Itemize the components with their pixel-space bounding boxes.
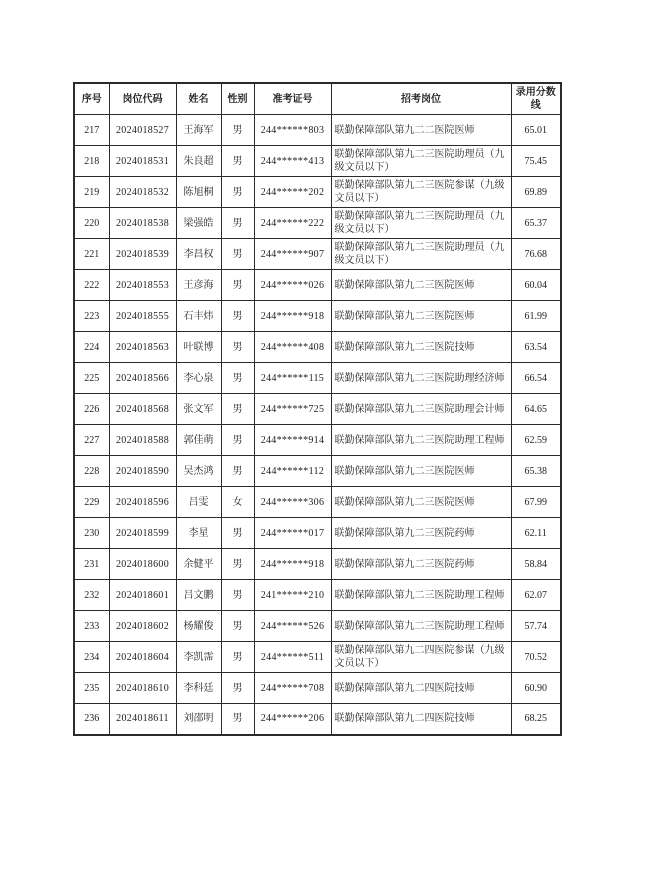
cell-index: 232	[74, 580, 109, 611]
cell-job-code: 2024018604	[109, 642, 176, 673]
cell-score: 58.84	[511, 549, 561, 580]
table-row	[74, 301, 561, 332]
header-cell-ticket-no: 准考证号	[254, 83, 331, 115]
header-cell-gender: 性别	[221, 83, 254, 115]
cell-score: 70.52	[511, 642, 561, 673]
cell-score: 65.38	[511, 456, 561, 487]
cell-ticket-no: 244******206	[254, 704, 331, 735]
cell-index: 220	[74, 208, 109, 239]
header-cell-name: 姓名	[176, 83, 221, 115]
cell-position: 联勤保障部队第九二三医院药师	[331, 549, 511, 580]
table-row	[74, 208, 561, 239]
cell-gender: 男	[221, 704, 254, 735]
cell-job-code: 2024018602	[109, 611, 176, 642]
cell-position: 联勤保障部队第九二二医院医师	[331, 115, 511, 146]
cell-job-code: 2024018590	[109, 456, 176, 487]
cell-index: 218	[74, 146, 109, 177]
cell-gender: 男	[221, 394, 254, 425]
cell-gender: 男	[221, 673, 254, 704]
cell-name: 叶联博	[176, 332, 221, 363]
cell-name: 杨耀俊	[176, 611, 221, 642]
cell-ticket-no: 244******803	[254, 115, 331, 146]
cell-gender: 男	[221, 146, 254, 177]
recruitment-score-table	[73, 82, 562, 736]
cell-job-code: 2024018539	[109, 239, 176, 270]
cell-job-code: 2024018566	[109, 363, 176, 394]
header-cell-index: 序号	[74, 83, 109, 115]
cell-gender: 男	[221, 177, 254, 208]
cell-position: 联勤保障部队第九二四医院技师	[331, 673, 511, 704]
cell-index: 234	[74, 642, 109, 673]
table-row	[74, 580, 561, 611]
cell-gender: 男	[221, 518, 254, 549]
cell-index: 221	[74, 239, 109, 270]
cell-position: 联勤保障部队第九二三医院助理员（九级文员以下）	[331, 208, 511, 239]
cell-score: 65.37	[511, 208, 561, 239]
table-row	[74, 456, 561, 487]
cell-position: 联勤保障部队第九二三医院助理员（九级文员以下）	[331, 239, 511, 270]
header-cell-job-code: 岗位代码	[109, 83, 176, 115]
table-row	[74, 549, 561, 580]
table-row	[74, 673, 561, 704]
cell-score: 57.74	[511, 611, 561, 642]
cell-job-code: 2024018555	[109, 301, 176, 332]
cell-name: 余健平	[176, 549, 221, 580]
cell-score: 75.45	[511, 146, 561, 177]
cell-ticket-no: 244******914	[254, 425, 331, 456]
cell-position: 联勤保障部队第九二三医院助理工程师	[331, 425, 511, 456]
cell-job-code: 2024018600	[109, 549, 176, 580]
table-row	[74, 146, 561, 177]
cell-name: 王彦海	[176, 270, 221, 301]
cell-score: 62.59	[511, 425, 561, 456]
cell-index: 235	[74, 673, 109, 704]
cell-name: 吕雯	[176, 487, 221, 518]
cell-position: 联勤保障部队第九二三医院助理员（九级文员以下）	[331, 146, 511, 177]
table-row	[74, 487, 561, 518]
cell-index: 230	[74, 518, 109, 549]
cell-index: 219	[74, 177, 109, 208]
table-row	[74, 115, 561, 146]
cell-job-code: 2024018596	[109, 487, 176, 518]
cell-ticket-no: 244******708	[254, 673, 331, 704]
cell-name: 吕文鹏	[176, 580, 221, 611]
cell-ticket-no: 244******306	[254, 487, 331, 518]
cell-position: 联勤保障部队第九二三医院参谋（九级文员以下）	[331, 177, 511, 208]
cell-position: 联勤保障部队第九二三医院医师	[331, 270, 511, 301]
cell-name: 郭佳萌	[176, 425, 221, 456]
table-row	[74, 239, 561, 270]
cell-ticket-no: 244******526	[254, 611, 331, 642]
cell-job-code: 2024018588	[109, 425, 176, 456]
cell-ticket-no: 244******017	[254, 518, 331, 549]
cell-ticket-no: 244******408	[254, 332, 331, 363]
cell-ticket-no: 244******222	[254, 208, 331, 239]
cell-gender: 男	[221, 549, 254, 580]
cell-ticket-no: 244******115	[254, 363, 331, 394]
cell-score: 65.01	[511, 115, 561, 146]
header-cell-score: 录用分数线	[511, 83, 561, 115]
cell-index: 227	[74, 425, 109, 456]
cell-score: 62.11	[511, 518, 561, 549]
cell-index: 226	[74, 394, 109, 425]
table-row	[74, 611, 561, 642]
cell-ticket-no: 244******202	[254, 177, 331, 208]
cell-gender: 男	[221, 270, 254, 301]
cell-job-code: 2024018553	[109, 270, 176, 301]
cell-gender: 男	[221, 239, 254, 270]
cell-score: 60.04	[511, 270, 561, 301]
cell-gender: 男	[221, 580, 254, 611]
table-row	[74, 394, 561, 425]
cell-job-code: 2024018599	[109, 518, 176, 549]
cell-position: 联勤保障部队第九二三医院助理经济师	[331, 363, 511, 394]
cell-score: 69.89	[511, 177, 561, 208]
cell-name: 刘邵明	[176, 704, 221, 735]
cell-index: 225	[74, 363, 109, 394]
cell-job-code: 2024018568	[109, 394, 176, 425]
cell-position: 联勤保障部队第九二三医院技师	[331, 332, 511, 363]
cell-job-code: 2024018531	[109, 146, 176, 177]
cell-score: 67.99	[511, 487, 561, 518]
cell-ticket-no: 241******210	[254, 580, 331, 611]
cell-name: 王海军	[176, 115, 221, 146]
cell-job-code: 2024018601	[109, 580, 176, 611]
table-row	[74, 177, 561, 208]
cell-position: 联勤保障部队第九二三医院医师	[331, 487, 511, 518]
cell-index: 217	[74, 115, 109, 146]
cell-gender: 男	[221, 456, 254, 487]
cell-index: 222	[74, 270, 109, 301]
cell-name: 梁强皓	[176, 208, 221, 239]
cell-index: 236	[74, 704, 109, 735]
cell-job-code: 2024018610	[109, 673, 176, 704]
cell-index: 231	[74, 549, 109, 580]
cell-name: 李心泉	[176, 363, 221, 394]
cell-ticket-no: 244******918	[254, 301, 331, 332]
table-row	[74, 363, 561, 394]
cell-gender: 男	[221, 642, 254, 673]
cell-score: 62.07	[511, 580, 561, 611]
cell-position: 联勤保障部队第九二四医院参谋（九级文员以下）	[331, 642, 511, 673]
cell-index: 224	[74, 332, 109, 363]
cell-gender: 男	[221, 301, 254, 332]
cell-ticket-no: 244******907	[254, 239, 331, 270]
cell-job-code: 2024018611	[109, 704, 176, 735]
cell-name: 李昌权	[176, 239, 221, 270]
cell-index: 229	[74, 487, 109, 518]
cell-score: 64.65	[511, 394, 561, 425]
cell-index: 228	[74, 456, 109, 487]
cell-name: 陈旭桐	[176, 177, 221, 208]
cell-position: 联勤保障部队第九二三医院助理工程师	[331, 611, 511, 642]
cell-gender: 男	[221, 115, 254, 146]
table-row	[74, 704, 561, 735]
cell-job-code: 2024018532	[109, 177, 176, 208]
cell-gender: 男	[221, 208, 254, 239]
cell-position: 联勤保障部队第九二三医院药师	[331, 518, 511, 549]
cell-position: 联勤保障部队第九二三医院助理会计师	[331, 394, 511, 425]
cell-gender: 男	[221, 425, 254, 456]
cell-ticket-no: 244******413	[254, 146, 331, 177]
table-body	[74, 115, 561, 735]
table-row	[74, 518, 561, 549]
cell-name: 朱良超	[176, 146, 221, 177]
cell-job-code: 2024018527	[109, 115, 176, 146]
table-row	[74, 332, 561, 363]
cell-gender: 男	[221, 332, 254, 363]
cell-ticket-no: 244******112	[254, 456, 331, 487]
cell-job-code: 2024018538	[109, 208, 176, 239]
cell-ticket-no: 244******511	[254, 642, 331, 673]
table-row	[74, 642, 561, 673]
cell-score: 61.99	[511, 301, 561, 332]
cell-gender: 男	[221, 363, 254, 394]
cell-name: 李凯霈	[176, 642, 221, 673]
cell-score: 60.90	[511, 673, 561, 704]
cell-name: 李星	[176, 518, 221, 549]
table-row	[74, 270, 561, 301]
cell-score: 63.54	[511, 332, 561, 363]
cell-name: 吴杰鸿	[176, 456, 221, 487]
cell-ticket-no: 244******725	[254, 394, 331, 425]
cell-position: 联勤保障部队第九二四医院技师	[331, 704, 511, 735]
cell-position: 联勤保障部队第九二三医院医师	[331, 456, 511, 487]
cell-name: 李科廷	[176, 673, 221, 704]
cell-ticket-no: 244******918	[254, 549, 331, 580]
cell-position: 联勤保障部队第九二三医院助理工程师	[331, 580, 511, 611]
cell-index: 233	[74, 611, 109, 642]
cell-ticket-no: 244******026	[254, 270, 331, 301]
cell-position: 联勤保障部队第九二三医院医师	[331, 301, 511, 332]
cell-gender: 男	[221, 611, 254, 642]
cell-index: 223	[74, 301, 109, 332]
cell-score: 76.68	[511, 239, 561, 270]
cell-score: 66.54	[511, 363, 561, 394]
header-cell-position: 招考岗位	[331, 83, 511, 115]
cell-name: 张文军	[176, 394, 221, 425]
cell-job-code: 2024018563	[109, 332, 176, 363]
cell-gender: 女	[221, 487, 254, 518]
header-row	[74, 83, 561, 115]
table-row	[74, 425, 561, 456]
cell-name: 石丰炜	[176, 301, 221, 332]
cell-score: 68.25	[511, 704, 561, 735]
